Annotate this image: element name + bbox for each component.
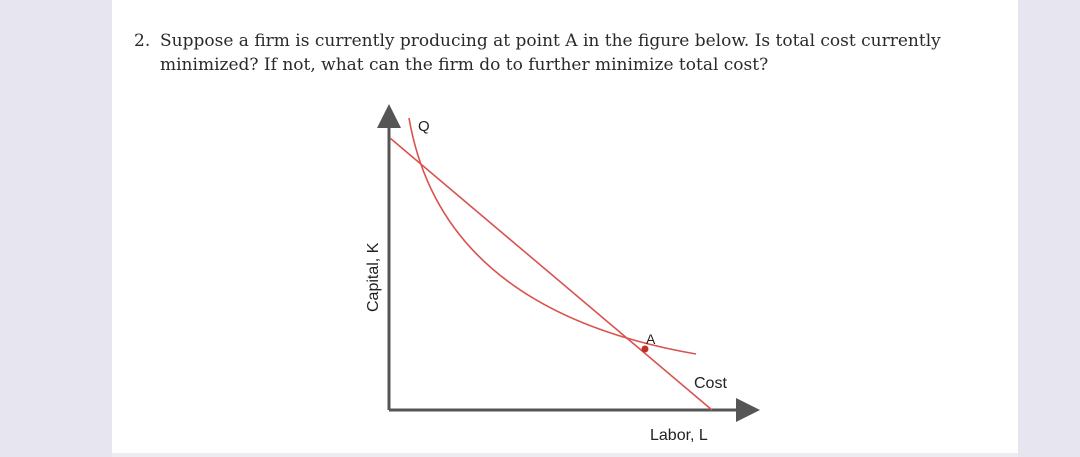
page-bottom-edge (112, 453, 1018, 457)
point-a-label: A (646, 331, 656, 347)
isoquant-isocost-figure (112, 0, 1018, 457)
question-number: 2. (134, 31, 151, 51)
isoquant-label: Q (418, 118, 430, 135)
isocost-line (390, 138, 712, 410)
x-axis-label: Labor, L (650, 427, 708, 444)
isoquant-curve (409, 118, 696, 354)
worksheet-page (112, 0, 1018, 457)
y-axis-label: Capital, K (365, 242, 382, 312)
question-line-2: minimized? If not, what can the firm do to further minimize total cost? (160, 55, 769, 75)
isocost-label: Cost (694, 375, 727, 392)
question-line-1: Suppose a firm is currently producing at point A in the figure below. Is total cost currently (160, 31, 941, 51)
